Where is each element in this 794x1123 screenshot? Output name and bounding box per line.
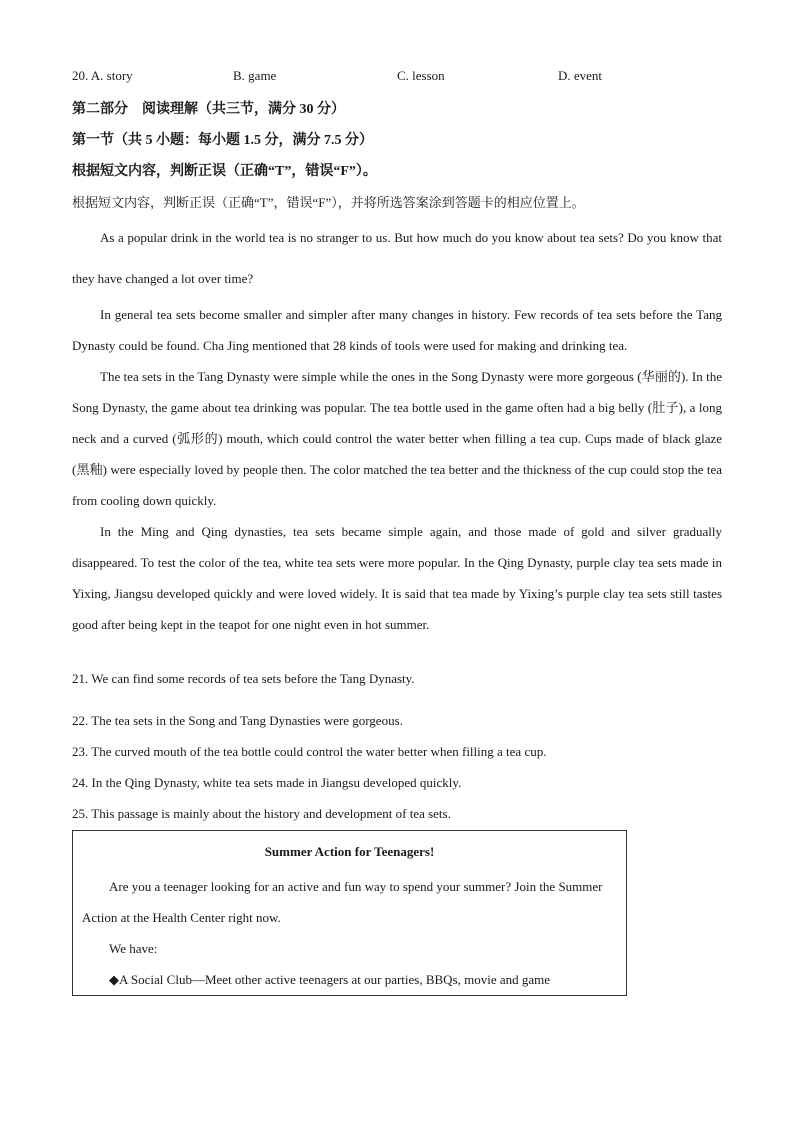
option-c: C. lesson xyxy=(397,68,445,83)
question-21: 21. We can find some records of tea sets before the Tang Dynasty. xyxy=(72,671,415,686)
question-22: 22. The tea sets in the Song and Tang Dynasties were gorgeous. xyxy=(72,713,403,728)
instruction-bold: 根据短文内容，判断正误（正确“T”，错误“F”）。 xyxy=(72,164,377,179)
question-20-options xyxy=(72,68,672,86)
notice-item-social-club: ◆A Social Club—Meet other active teenagers at our parties, BBQs, movie and game xyxy=(109,972,551,987)
subsection-heading: 第一节（共 5 小题：每小题 1.5 分，满分 7.5 分） xyxy=(72,133,373,148)
option-d: D. event xyxy=(558,68,603,83)
section-heading: 第二部分 阅读理解（共三节，满分 30 分） xyxy=(72,102,345,117)
question-24: 24. In the Qing Dynasty, white tea sets made in Jiangsu developed quickly. xyxy=(72,775,462,790)
instruction-plain: 根据短文内容，判断正误（正确“T”，错误“F”），并将所选答案涂到答题卡的相应位置上。 xyxy=(72,195,585,210)
question-25: 25. This passage is mainly about the history and development of tea sets. xyxy=(72,806,451,821)
passage-paragraph-2: In general tea sets become smaller and simpler after many changes in history. Few records of tea sets before the Tang Dynasty could be found. Cha Jing mentioned that 28 kinds of tools were used for making and drinking tea. xyxy=(72,307,722,353)
reading-passage xyxy=(72,217,722,640)
option-b: B. game xyxy=(233,68,277,83)
notice-we-have: We have: xyxy=(109,941,158,956)
notice-intro: Are you a teenager looking for an active and fun way to spend your summer? Join the Summer Action at the Health Center right now. xyxy=(82,879,603,925)
notice-title: Summer Action for Teenagers! xyxy=(264,844,435,859)
notice-body xyxy=(82,871,617,995)
passage-paragraph-1: As a popular drink in the world tea is no stranger to us. But how much do you know about tea sets? Do you know that they have changed a lot over time? xyxy=(72,230,722,286)
passage-paragraph-3: The tea sets in the Tang Dynasty were simple while the ones in the Song Dynasty were more gorgeous (华丽的). In the Song Dynasty, the game about tea drinking was popular. The tea bottle used in the game often had a big belly (肚子), a long neck and a curved (弧形的) mouth, which could control the water better when filling a tea cup. Cups made of black glaze (黑釉) were especially loved by people then. The color matched the tea better and the thickness of the cup could stop the tea from cooling down quickly. xyxy=(72,369,722,508)
question-23: 23. The curved mouth of the tea bottle could control the water better when filling a tea cup. xyxy=(72,744,547,759)
option-a: 20. A. story xyxy=(72,68,133,83)
summer-action-notice xyxy=(72,830,627,996)
passage-paragraph-4: In the Ming and Qing dynasties, tea sets became simple again, and those made of gold and silver gradually disappeared. To test the color of the tea, white tea sets were more popular. In the Qing Dynasty, purple clay tea sets made in Yixing, Jiangsu developed quickly and were loved widely. It is said that tea made by Yixing’s purple clay tea sets still tastes good after being kept in the teapot for one night even in hot summer. xyxy=(72,524,722,632)
